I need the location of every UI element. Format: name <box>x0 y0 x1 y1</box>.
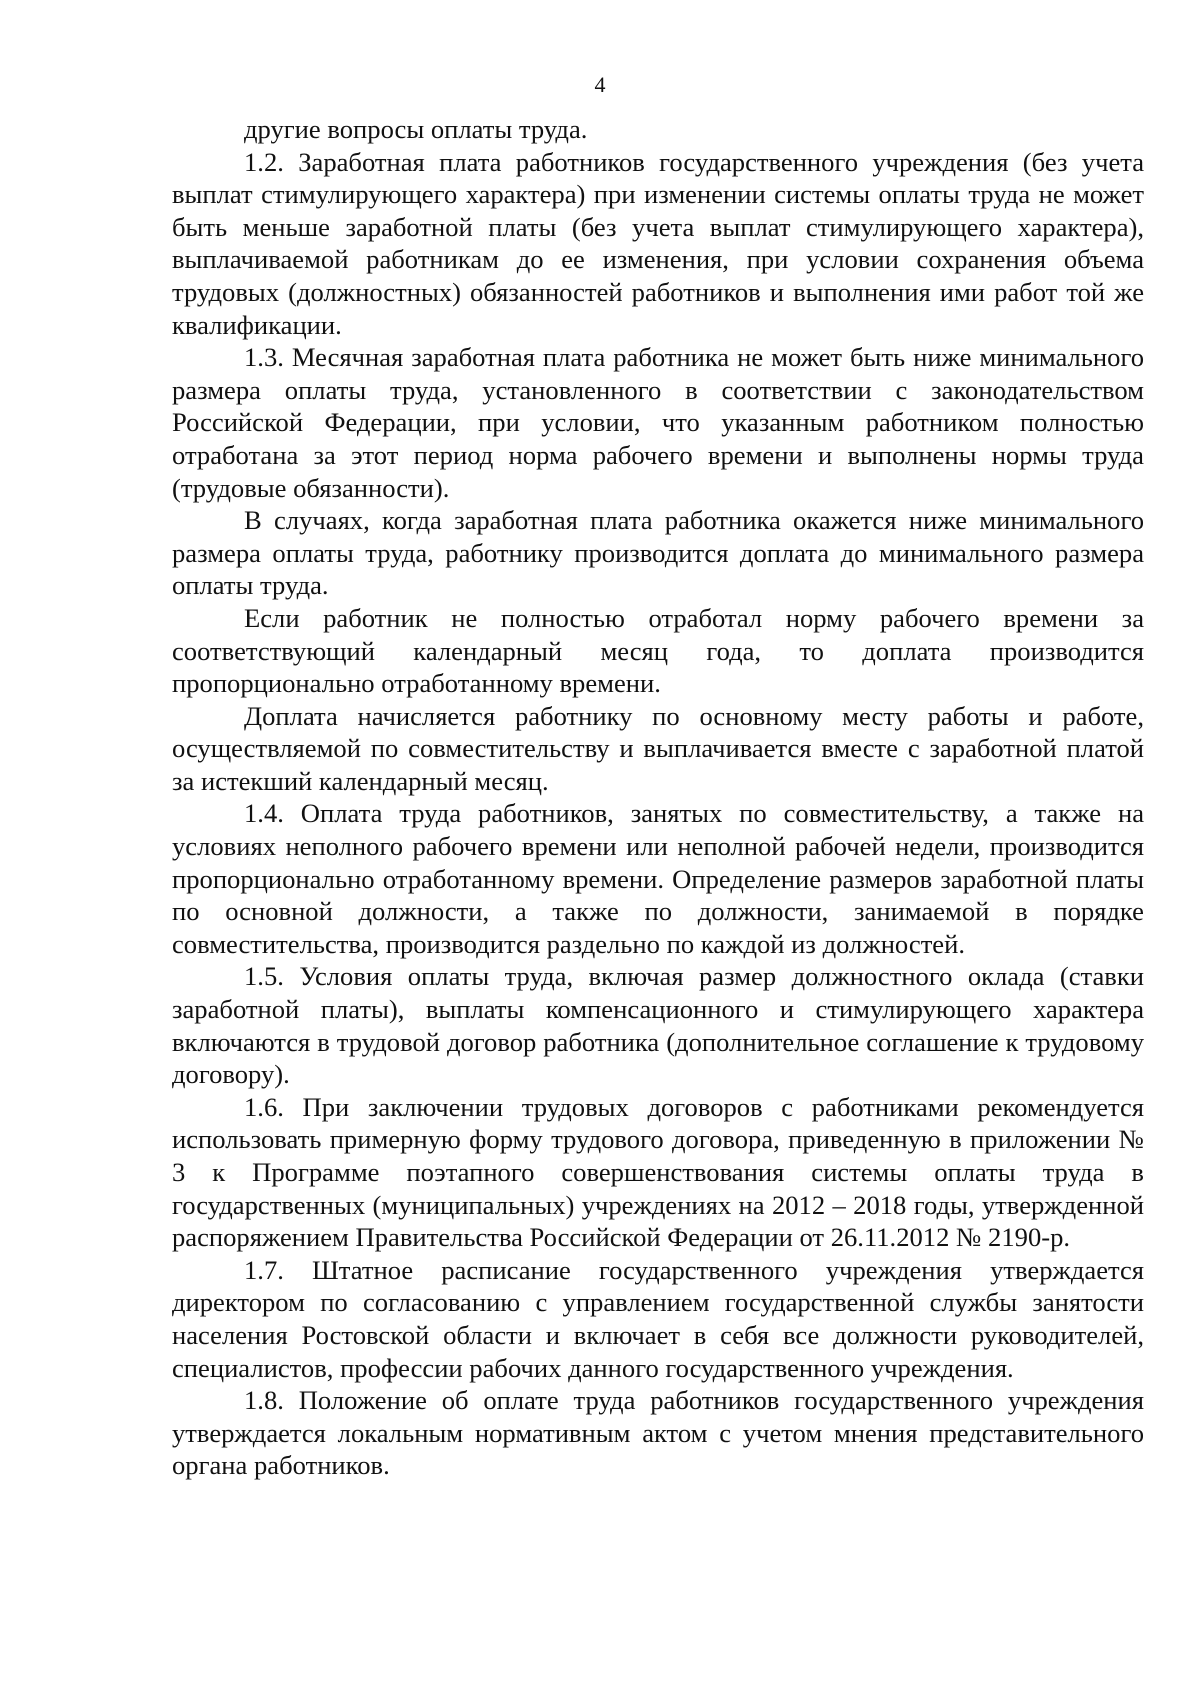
paragraph-1-2: 1.2. Заработная плата работников государственного учреждения (без учета выплат стимулирующего характера) при изменении системы оплаты труда не может быть меньше заработной платы (без учета выплат стимулирующего характера), выплачиваемой работникам до ее изменения, при условии сохранения объема трудовых (должностных) обязанностей работников и выполнения ими работ той же квалификации. <box>172 146 1144 340</box>
paragraph-1-3-partial: Если работник не полностью отработал норму рабочего времени за соответствующий календарный месяц года, то доплата производится пропорционально отработанному времени. <box>172 602 1144 699</box>
paragraph-continuation: другие вопросы оплаты труда. <box>244 114 588 144</box>
paragraph-1-4: 1.4. Оплата труда работников, занятых по совместительству, а также на условиях неполного рабочего времени или неполной рабочей недели, производится пропорционально отработанному времени. Определение размеров заработной платы по основной должности, а также по должности, занимаемой в порядке совместительства, производится раздельно по каждой из должностей. <box>172 798 1144 959</box>
paragraph-1-3-surcharge: Доплата начисляется работнику по основному месту работы и работе, осуществляемой по совместительству и выплачивается вместе с заработной платой за истекший календарный месяц. <box>172 700 1144 796</box>
paragraph-1-6: 1.6. При заключении трудовых договоров с работниками рекомендуется использовать примерную форму трудового договора, приведенную в приложении № 3 к Программе поэтапного совершенствования системы оплаты труда в государственных (муниципальных) учреждениях на 2012 – 2018 годы, утвержденной распоряжением Правительства Российской Федерации от 26.11.2012 № 2190-р. <box>172 1091 1144 1253</box>
paragraph-1-3: 1.3. Месячная заработная плата работника не может быть ниже минимального размера оплаты труда, установленного в соответствии с законодательством Российской Федерации, при условии, что указанным работником полностью отработана за этот период норма рабочего времени и выполнены нормы труда (трудовые обязанности). <box>172 342 1144 503</box>
paragraph-1-3-cases: В случаях, когда заработная плата работника окажется ниже минимального размера оплаты труда, работнику производится доплата до минимального размера оплаты труда. <box>172 505 1144 601</box>
paragraph-1-5: 1.5. Условия оплаты труда, включая размер должностного оклада (ставки заработной платы), выплаты компенсационного и стимулирующего характера включаются в трудовой договор работника (дополнительное соглашение к трудовому договору). <box>172 961 1144 1090</box>
page-number: 4 <box>594 72 606 97</box>
paragraph-1-8: 1.8. Положение об оплате труда работников государственного учреждения утверждается локальным нормативным актом с учетом мнения представительного органа работников. <box>172 1385 1144 1481</box>
paragraph-1-7: 1.7. Штатное расписание государственного учреждения утверждается директором по согласованию с управлением государственной службы занятости населения Ростовской области и включает в себя все должности руководителей, специалистов, профессии рабочих данного государственного учреждения. <box>172 1254 1144 1383</box>
document-body <box>172 113 1144 1482</box>
